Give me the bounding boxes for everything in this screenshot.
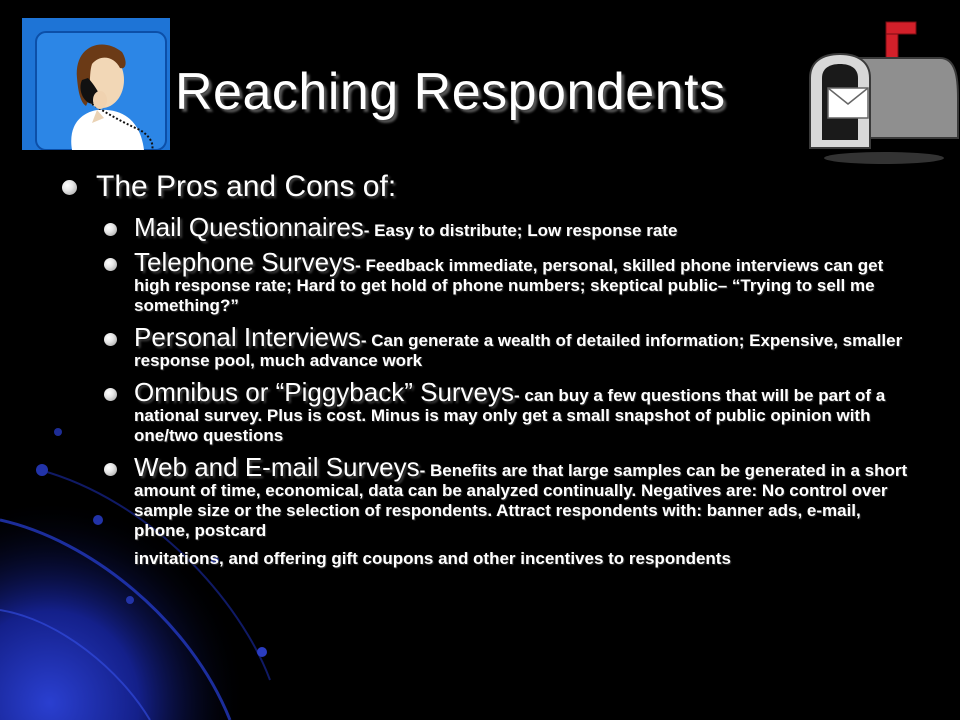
bullet-icon xyxy=(104,463,117,476)
item-text: - can buy a few questions that will be part of a national survey. Plus is cost. Minus is may only get a small snapshot of public opinion with one/two questions xyxy=(134,386,886,445)
decor-dot xyxy=(126,596,134,604)
decor-dot xyxy=(36,464,48,476)
section-heading: The Pros and Cons of: xyxy=(96,170,397,203)
bullet-icon xyxy=(104,388,117,401)
envelope-icon xyxy=(828,88,868,118)
item-title: Mail Questionnaires xyxy=(134,212,364,242)
heading-item xyxy=(62,170,912,204)
decor-dot xyxy=(257,647,267,657)
mailbox-icon xyxy=(800,18,960,168)
item-title: Web and E-mail Surveys xyxy=(134,452,420,482)
bullet-icon xyxy=(104,223,117,236)
page-title: Reaching Respondents xyxy=(175,63,726,121)
woman-on-phone-icon xyxy=(22,18,170,150)
list-item xyxy=(104,324,912,371)
item-text: - Benefits are that large samples can be generated in a short amount of time, economical, data can be analyzed continually. Negatives are: No control over sample size or the selection of respondents. Attract respondents with: banner ads, e-mail, phone, postcard xyxy=(134,461,908,540)
item-title: Omnibus or “Piggyback” Surveys xyxy=(134,377,515,407)
bullet-icon xyxy=(104,258,117,271)
list-item xyxy=(104,379,912,446)
list-item xyxy=(104,214,912,241)
item-title: Personal Interviews xyxy=(134,322,361,352)
bullet-icon xyxy=(104,333,117,346)
list-item xyxy=(104,249,912,316)
item-title: Telephone Surveys xyxy=(134,247,356,277)
decor-dot xyxy=(54,428,62,436)
item-text: - Feedback immediate, personal, skilled phone interviews can get high response rate; Hard to get hold of phone numbers; skeptical public– “Trying to sell me something?” xyxy=(134,256,884,315)
item-text-continued: invitations, and offering gift coupons and other incentives to respondents xyxy=(134,549,731,568)
item-text: - Easy to distribute; Low response rate xyxy=(363,221,678,240)
list-item xyxy=(104,454,912,568)
slide-content xyxy=(62,170,912,576)
item-text: - Can generate a wealth of detailed information; Expensive, smaller response pool, much advance work xyxy=(134,331,903,370)
bullet-icon xyxy=(62,180,77,195)
